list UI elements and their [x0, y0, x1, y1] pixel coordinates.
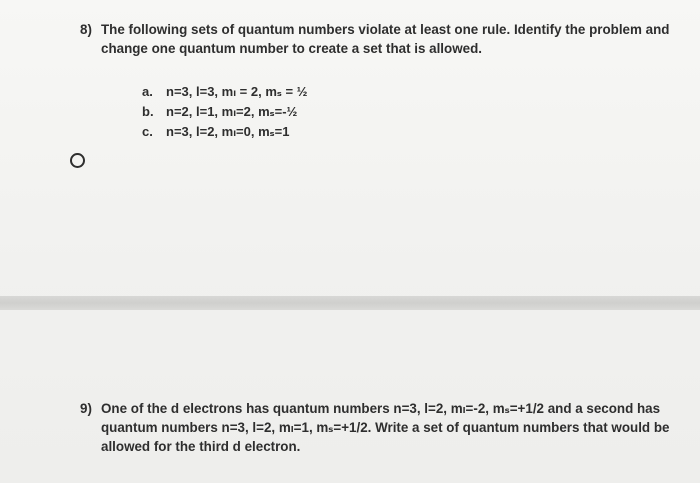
question-9 — [80, 399, 680, 456]
option-b — [142, 102, 308, 122]
radio-circle-icon[interactable] — [70, 153, 85, 168]
question-8-options — [142, 82, 308, 142]
option-b-letter: b. — [142, 104, 154, 119]
question-9-number: 9) — [80, 401, 92, 416]
option-c-text: n=3, l=2, mₗ=0, mₛ=1 — [166, 124, 290, 139]
option-a-text: n=3, l=3, mₗ = 2, mₛ = ½ — [166, 84, 308, 99]
option-c — [142, 122, 308, 142]
option-b-text: n=2, l=1, mₗ=2, mₛ=-½ — [166, 104, 298, 119]
option-a-letter: a. — [142, 84, 153, 99]
option-c-letter: c. — [142, 124, 153, 139]
option-a — [142, 82, 308, 102]
question-8-number: 8) — [80, 22, 92, 37]
question-8 — [80, 20, 680, 58]
question-9-text: One of the d electrons has quantum numbers n=3, l=2, mₗ=-2, mₛ=+1/2 and a second has quantum numbers n=3, l=2, mₗ=1, mₛ=+1/2. Write a set of quantum numbers that would be allowed for the third d electron. — [101, 401, 670, 454]
section-divider — [0, 296, 700, 310]
question-8-text: The following sets of quantum numbers violate at least one rule. Identify the problem and change one quantum number to create a set that is allowed. — [101, 22, 670, 56]
